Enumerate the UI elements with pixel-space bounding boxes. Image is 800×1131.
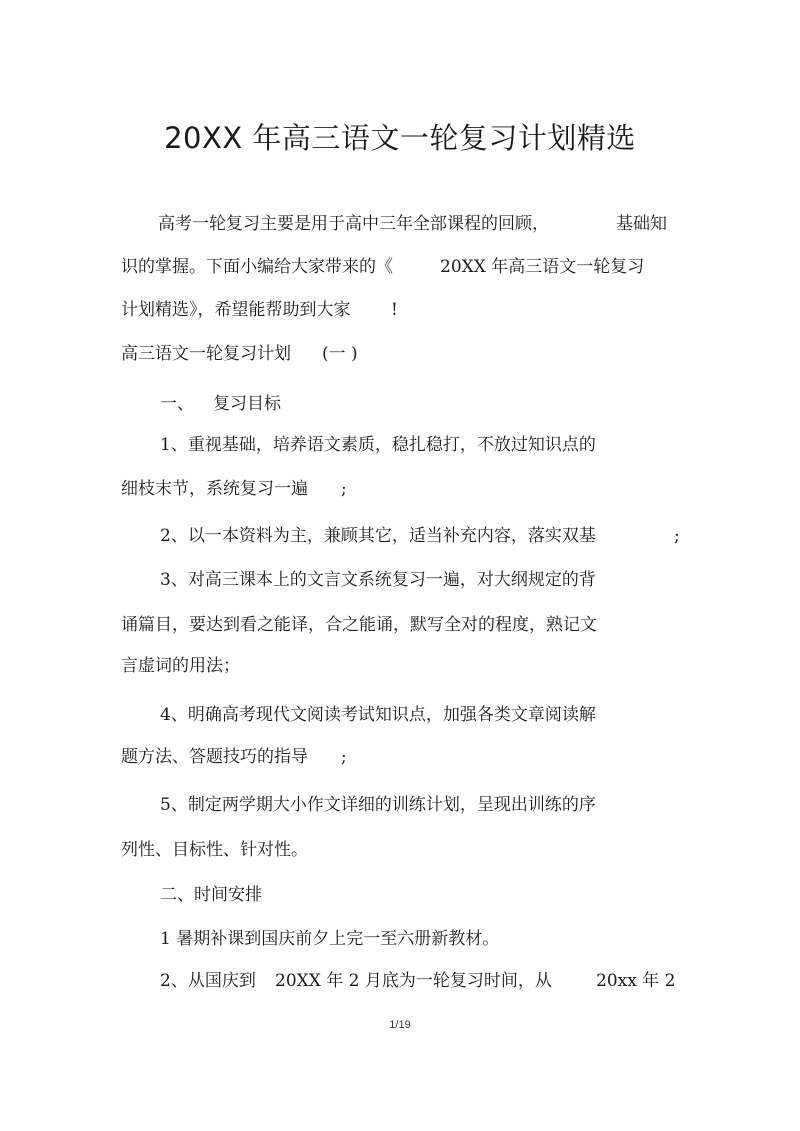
plan-heading: 高三语文一轮复习计划 [121, 344, 291, 364]
schedule-2b: 20XX 年 2 月底为一轮复习时间，从 [275, 971, 552, 991]
goal-4-end: ; [341, 747, 347, 767]
goal-1-end: ; [341, 479, 347, 499]
schedule-2a: 2、从国庆到 [160, 971, 256, 991]
intro-line-1a: 高考一轮复习主要是用于高中三年全部课程的回顾， [158, 214, 549, 234]
goal-4-line-2: 题方法、答题技巧的指导 [121, 747, 308, 767]
page-number: 1/19 [389, 1019, 411, 1031]
goal-1-line-2: 细枝末节，系统复习一遍 [121, 479, 308, 499]
section-1-title: 复习目标 [213, 394, 281, 414]
goal-2-line-1: 2、以一本资料为主，兼顾其它，适当补充内容，落实双基 [160, 526, 596, 546]
plan-heading-suffix: (一 ) [322, 344, 358, 364]
document-title: 20XX 年高三语文一轮复习计划精选 [164, 121, 636, 155]
intro-line-2b: 20XX 年高三语文一轮复习 [440, 257, 645, 277]
goal-2-end: ; [674, 526, 680, 546]
intro-line-3b: ! [391, 300, 398, 320]
schedule-2c: 20xx 年 2 [596, 971, 676, 991]
goal-4-line-1: 4、明确高考现代文阅读考试知识点，加强各类文章阅读解 [160, 705, 596, 725]
goal-1-line-1: 1、重视基础，培养语文素质，稳扎稳打，不放过知识点的 [160, 435, 596, 455]
intro-line-1b: 基础知 [616, 214, 667, 234]
intro-line-2a: 识的掌握。下面小编给大家带来的《 [121, 257, 393, 277]
intro-line-3a: 计划精选》，希望能帮助到大家 [121, 300, 351, 320]
goal-3-line-3: 言虚词的用法； [121, 656, 240, 676]
section-1-number: 一、 [160, 394, 194, 414]
goal-3-line-1: 3、对高三课本上的文言文系统复习一遍，对大纲规定的背 [160, 570, 596, 590]
goal-5-line-2: 列性、目标性、针对性。 [121, 840, 308, 860]
section-2-title: 二、时间安排 [160, 885, 262, 905]
goal-5-line-1: 5、制定两学期大小作文详细的训练计划，呈现出训练的序 [160, 795, 596, 815]
schedule-1: 1 暑期补课到国庆前夕上完一至六册新教材。 [160, 929, 500, 949]
goal-3-line-2: 诵篇目，要达到看之能译，合之能诵，默写全对的程度，熟记文 [121, 615, 597, 635]
